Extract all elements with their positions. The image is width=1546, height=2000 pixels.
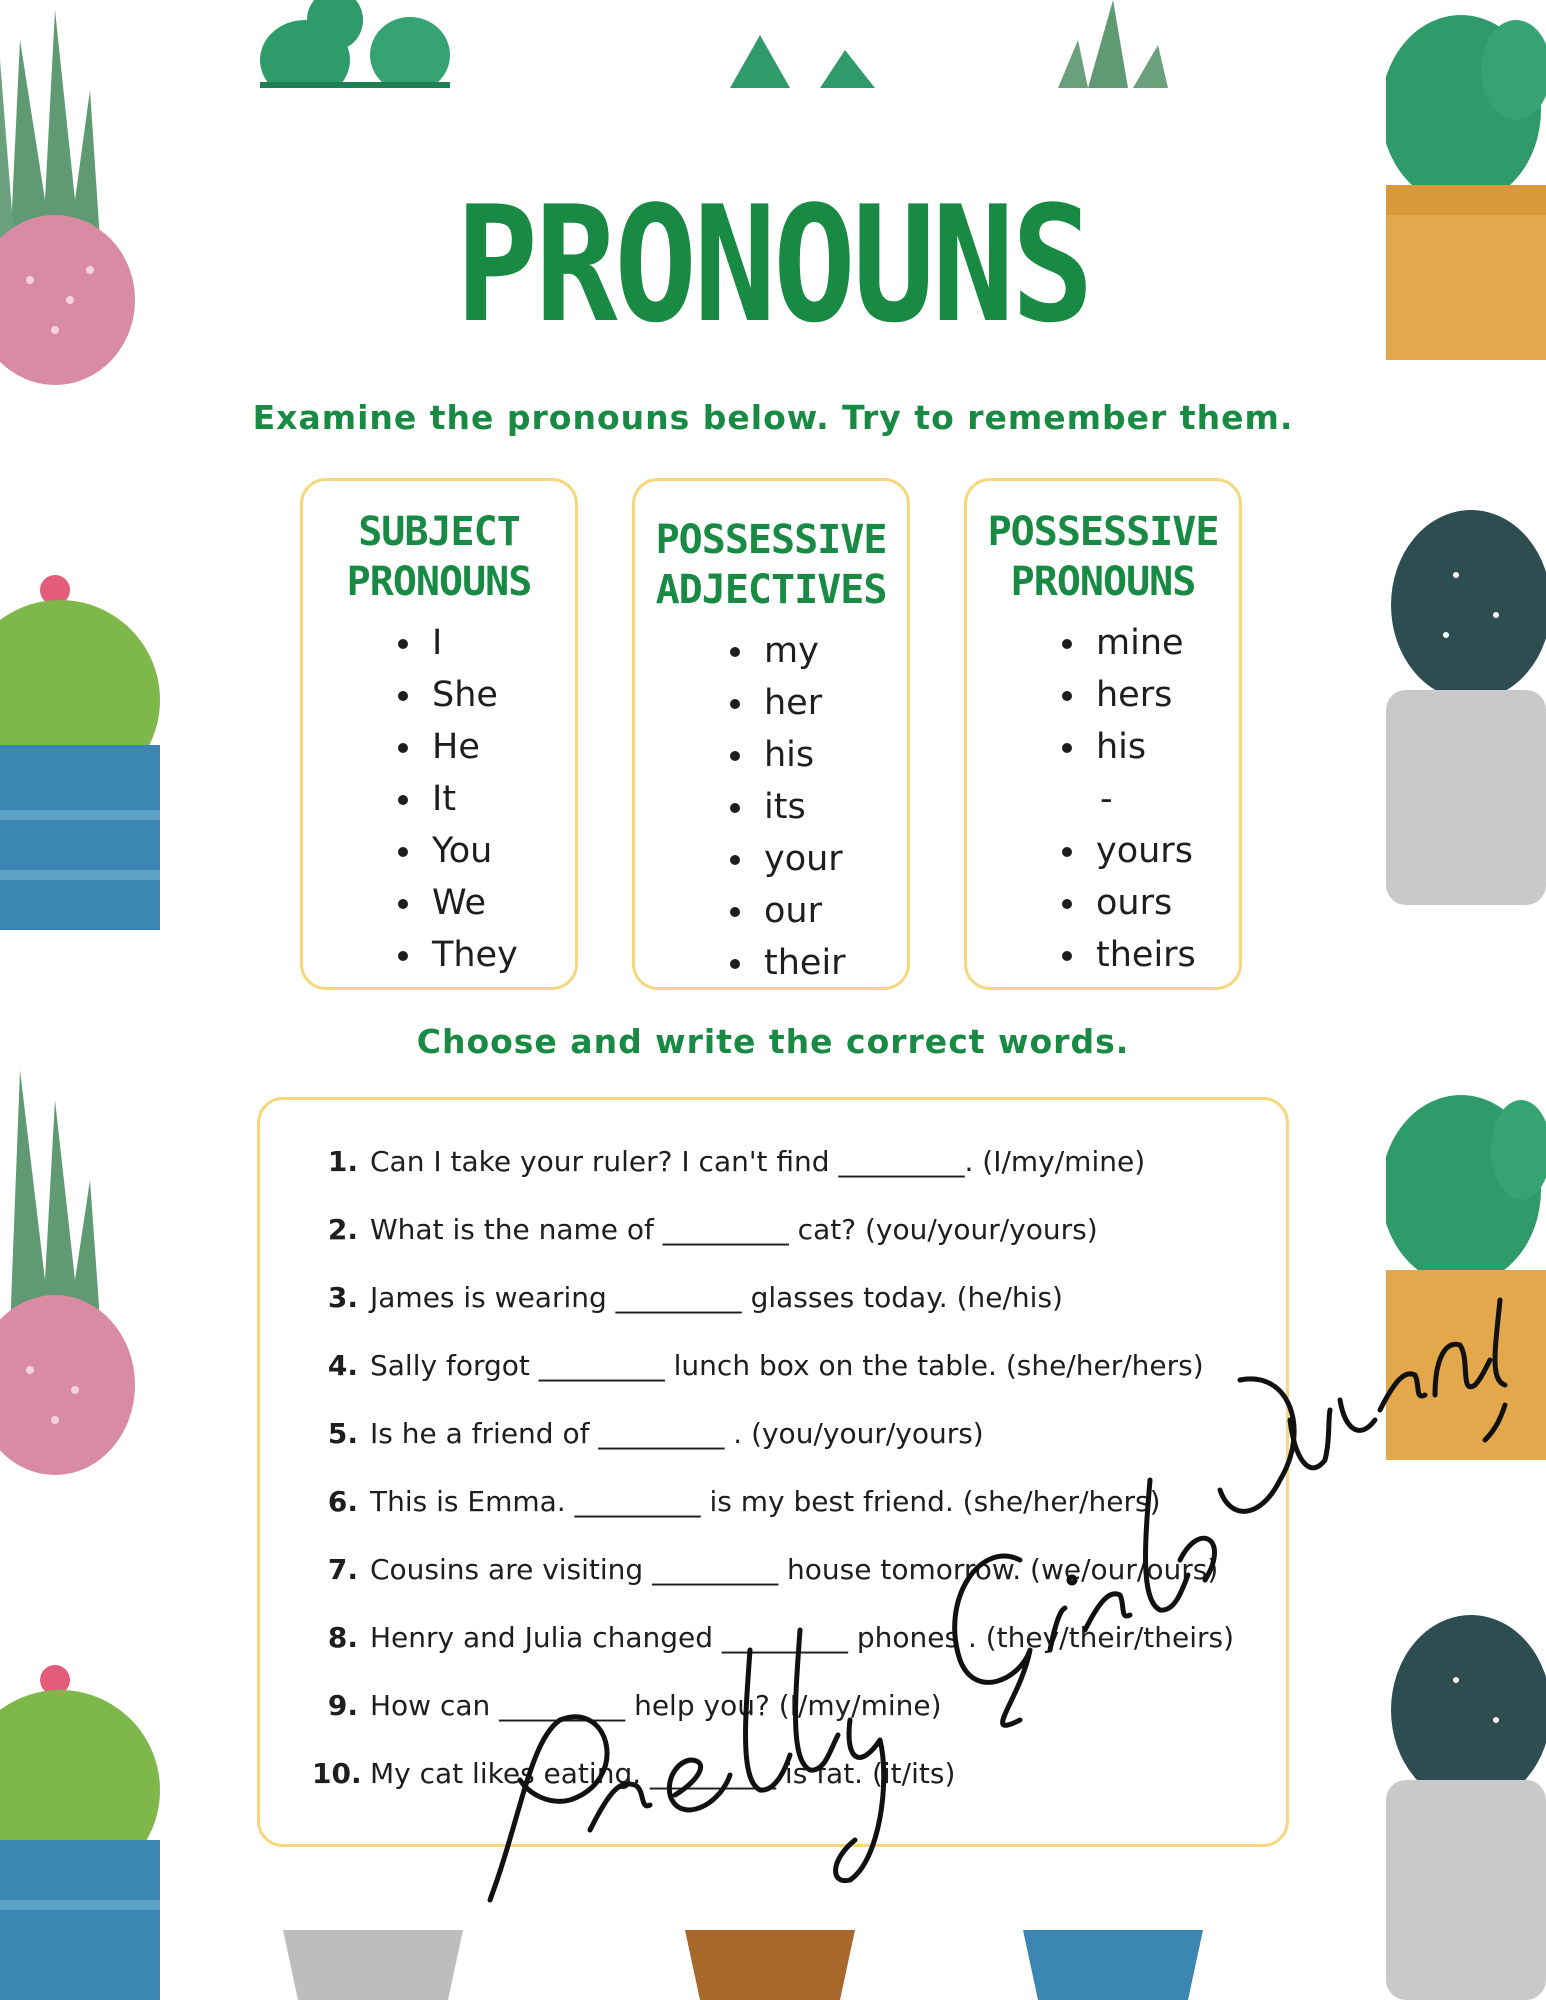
list-item: You	[398, 825, 575, 877]
list-item: hers	[1062, 669, 1239, 721]
list-item: our	[730, 885, 907, 937]
instruction-choose: Choose and write the correct words.	[416, 1022, 1130, 1061]
pot-decoration-bottom-1	[283, 1930, 463, 2000]
list-item: They	[398, 929, 575, 981]
cactus-decoration-left-4	[0, 1660, 160, 2000]
cactus-decoration-top-1	[260, 0, 450, 88]
question-item: 3. James is wearing _________ glasses today. (he/his)	[327, 1281, 1063, 1314]
list-item: He	[398, 721, 575, 773]
list-item: theirs	[1062, 929, 1239, 981]
list-item: We	[398, 877, 575, 929]
question-item: 2. What is the name of _________ cat? (you/your/yours)	[327, 1213, 1098, 1246]
cactus-decoration-left-2	[0, 570, 160, 930]
list-item: my	[730, 625, 907, 677]
list-item: mine	[1062, 617, 1239, 669]
list-item: I	[398, 617, 575, 669]
cactus-decoration-top-3	[1058, 0, 1178, 88]
list-item: their	[730, 937, 907, 989]
card-heading: POSSESSIVE ADJECTIVES	[655, 517, 887, 613]
question-item: 6. This is Emma. _________ is my best friend. (she/her/hers)	[327, 1485, 1161, 1518]
card-heading: POSSESSIVE PRONOUNS	[987, 509, 1219, 605]
pot-decoration-bottom-2	[685, 1930, 855, 2000]
list-item: -	[1100, 779, 1113, 819]
list-item: her	[730, 677, 907, 729]
question-item: 10. My cat likes eating. _________ is fat. (it/its)	[312, 1757, 956, 1790]
question-item: 8. Henry and Julia changed _________ phones . (they/their/theirs)	[327, 1621, 1235, 1654]
list-item: its	[730, 781, 907, 833]
question-item: 1. Can I take your ruler? I can't find _________. (I/my/mine)	[327, 1145, 1146, 1178]
cactus-decoration-left-3	[0, 1070, 140, 1480]
card-subject-pronouns	[300, 478, 578, 990]
list-item: It	[398, 773, 575, 825]
question-item: 4. Sally forgot _________ lunch box on the table. (she/her/hers)	[327, 1349, 1204, 1382]
exercise-box	[257, 1097, 1289, 1847]
cactus-decoration-right-2	[1386, 505, 1546, 905]
list-item: yours	[1062, 825, 1239, 877]
question-item: 7. Cousins are visiting _________ house tomorrow. (we/our/ours)	[327, 1553, 1219, 1586]
card-possessive-pronouns	[964, 478, 1242, 990]
list-item: his	[730, 729, 907, 781]
instruction-examine: Examine the pronouns below. Try to remember them.	[252, 398, 1294, 437]
card-heading: SUBJECT PRONOUNS	[346, 509, 532, 605]
cactus-decoration-right-4	[1386, 1610, 1546, 2000]
cactus-decoration-right-3	[1386, 1070, 1546, 1460]
cactus-decoration-top-2	[730, 30, 875, 88]
question-item: 9. How can _________ help you? (I/my/mine)	[327, 1689, 942, 1722]
pronoun-list	[635, 625, 907, 989]
card-possessive-adjectives	[632, 478, 910, 990]
list-item: his	[1062, 721, 1239, 773]
list-item: ours	[1062, 877, 1239, 929]
page-title: PRONOUNS	[455, 171, 1091, 358]
pot-decoration-bottom-3	[1023, 1930, 1203, 2000]
list-item: your	[730, 833, 907, 885]
pronoun-list	[967, 617, 1239, 981]
pronoun-list	[303, 617, 575, 981]
question-item: 5. Is he a friend of _________ . (you/your/yours)	[327, 1417, 984, 1450]
list-item: She	[398, 669, 575, 721]
